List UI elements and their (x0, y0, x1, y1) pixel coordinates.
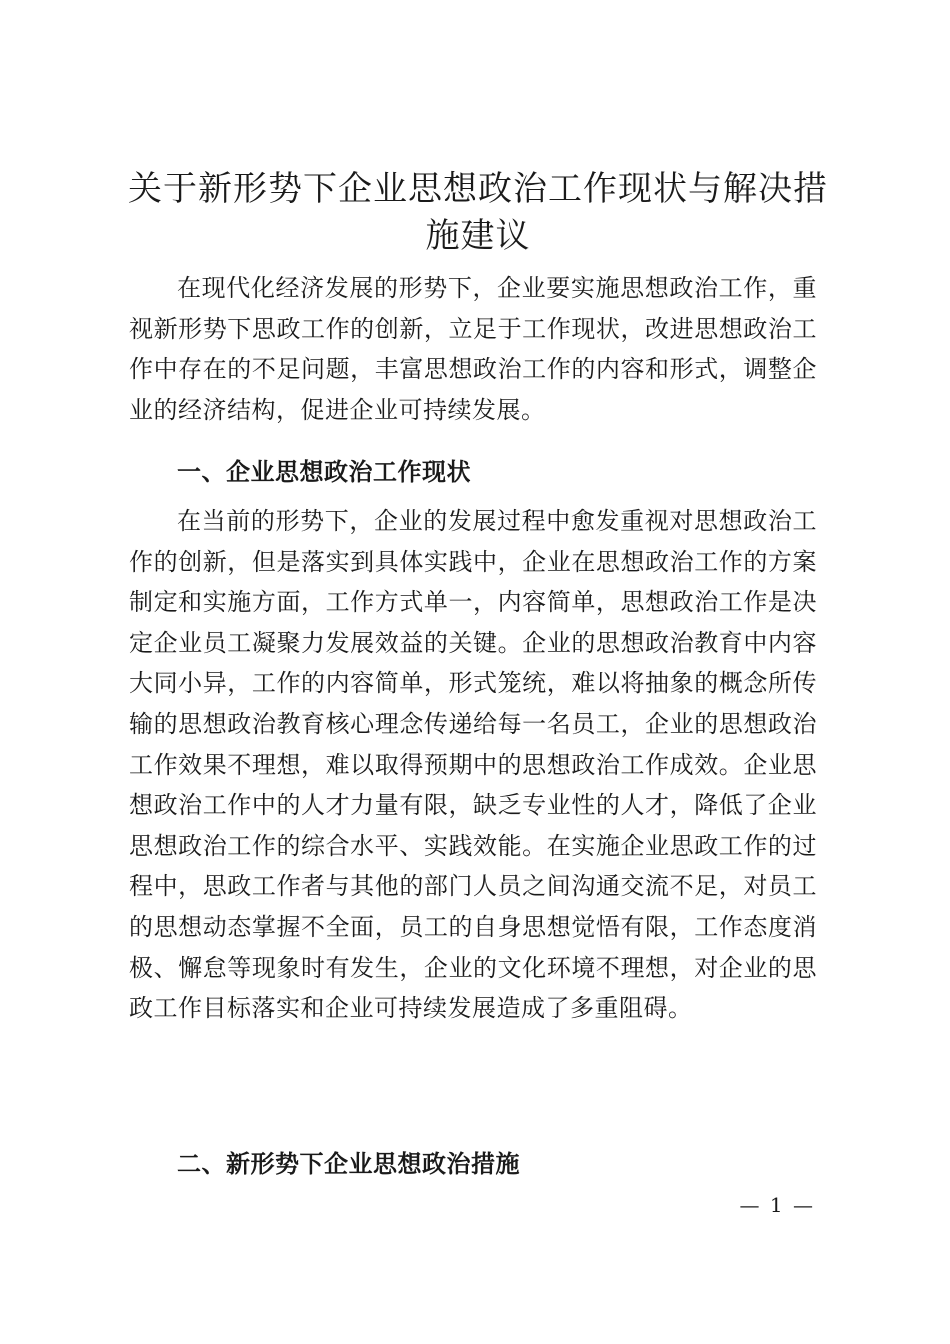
intro-paragraph: 在现代化经济发展的形势下，企业要实施思想政治工作，重视新形势下思政工作的创新，立足于工作现状，改进思想政治工作中存在的不足问题，丰富思想政治工作的内容和形式，调整企业的经济结构，促进企业可持续发展。 (129, 274, 817, 424)
section-2-heading: 二、新形势下企业思想政治措施 (177, 1150, 520, 1178)
section-1-paragraph: 在当前的形势下，企业的发展过程中愈发重视对思想政治工作的创新，但是落实到具体实践中，企业在思想政治工作的方案制定和实施方面，工作方式单一，内容简单，思想政治工作是决定企业员工凝聚力发展效益的关键。企业的思想政治教育中内容大同小异，工作的内容简单，形式笼统，难以将抽象的概念所传输的思想政治教育核心理念传递给每一名员工，企业的思想政治工作效果不理想，难以取得预期中的思想政治工作成效。企业思想政治工作中的人才力量有限，缺乏专业性的人才，降低了企业思想政治工作的综合水平、实践效能。在实施企业思政工作的过程中，思政工作者与其他的部门人员之间沟通交流不足，对员工的思想动态掌握不全面，员工的自身思想觉悟有限，工作态度消极、懈怠等现象时有发生，企业的文化环境不理想，对企业的思政工作目标落实和企业可持续发展造成了多重阻碍。 (129, 507, 817, 1023)
document-title: 关于新形势下企业思想政治工作现状与解决措施建议 (128, 169, 828, 256)
page-number: — 1 — (739, 1193, 815, 1217)
section-1-heading: 一、企业思想政治工作现状 (177, 458, 471, 486)
